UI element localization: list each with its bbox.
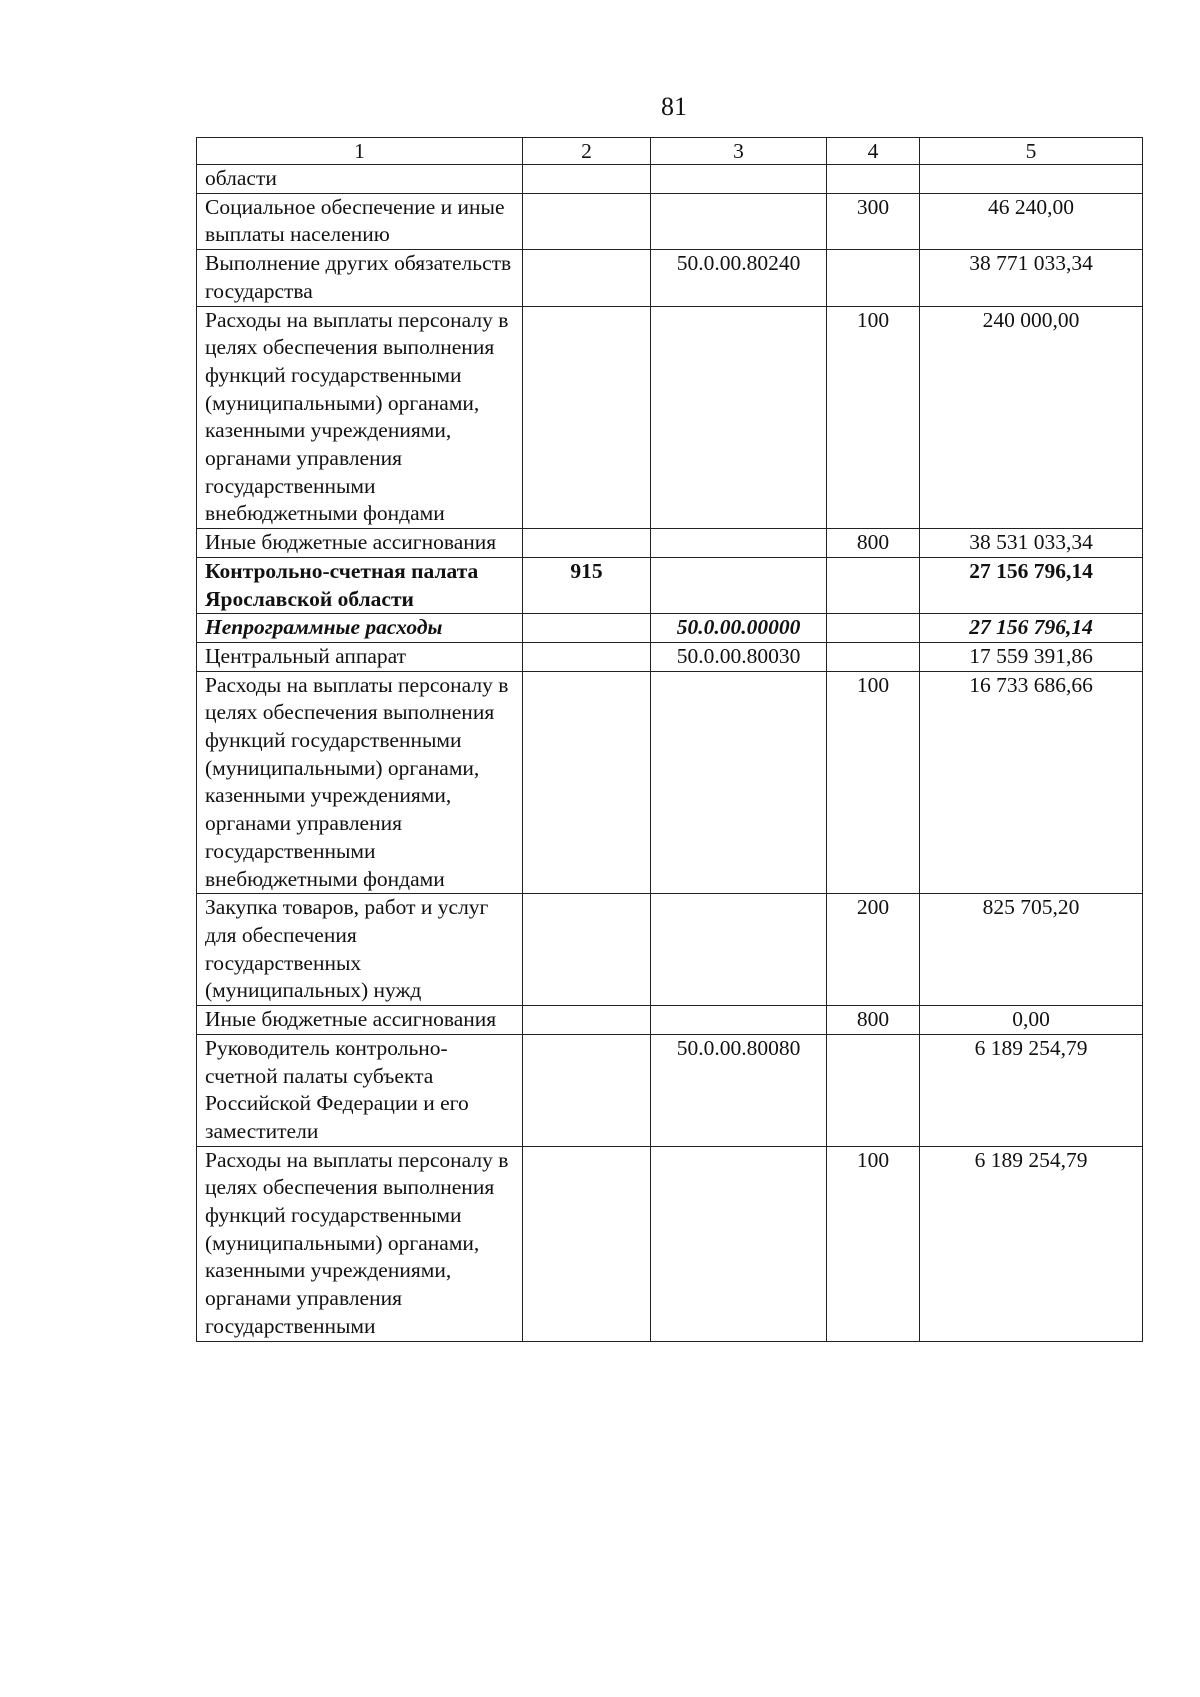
header-cell: 5 — [920, 138, 1143, 165]
table-row — [197, 1034, 1143, 1146]
table-row — [197, 529, 1143, 558]
row-amount-cell: 0,00 — [920, 1006, 1143, 1035]
row-target-code-cell — [651, 529, 827, 558]
row-target-code-cell — [651, 1006, 827, 1035]
row-expense-type-cell: 300 — [827, 193, 920, 249]
table-row — [197, 1006, 1143, 1035]
row-department-cell — [523, 671, 651, 894]
table-row — [197, 614, 1143, 643]
row-expense-type-cell — [827, 614, 920, 643]
row-target-code-cell — [651, 894, 827, 1006]
row-target-code-cell: 50.0.00.80080 — [651, 1034, 827, 1146]
row-amount-cell: 17 559 391,86 — [920, 642, 1143, 671]
row-amount-cell: 825 705,20 — [920, 894, 1143, 1006]
budget-table — [196, 137, 1143, 1342]
row-department-cell — [523, 1146, 651, 1341]
row-name-cell: Иные бюджетные ассигнования — [197, 529, 523, 558]
row-name-cell: области — [197, 165, 523, 194]
row-expense-type-cell: 100 — [827, 671, 920, 894]
row-amount-cell: 6 189 254,79 — [920, 1146, 1143, 1341]
row-name-cell: Закупка товаров, работ и услуг для обеспечения государственных (муниципальных) нужд — [197, 894, 523, 1006]
row-name-cell: Расходы на выплаты персоналу в целях обеспечения выполнения функций государственными (муниципальными) органами, казенными учреждениями, органами управления государственными внебюджетными фондами — [197, 671, 523, 894]
row-amount-cell: 6 189 254,79 — [920, 1034, 1143, 1146]
row-department-cell — [523, 614, 651, 643]
row-department-cell — [523, 193, 651, 249]
row-expense-type-cell: 800 — [827, 1006, 920, 1035]
row-amount-cell: 38 531 033,34 — [920, 529, 1143, 558]
row-name-cell: Расходы на выплаты персоналу в целях обеспечения выполнения функций государственными (муниципальными) органами, казенными учреждениями, органами управления государственными — [197, 1146, 523, 1341]
row-target-code-cell: 50.0.00.80030 — [651, 642, 827, 671]
table-row — [197, 557, 1143, 613]
row-expense-type-cell — [827, 642, 920, 671]
row-name-cell: Контрольно-счетная палата Ярославской области — [197, 557, 523, 613]
row-amount-cell: 27 156 796,14 — [920, 557, 1143, 613]
row-name-cell: Социальное обеспечение и иные выплаты населению — [197, 193, 523, 249]
row-target-code-cell — [651, 165, 827, 194]
row-department-cell — [523, 529, 651, 558]
row-department-cell: 915 — [523, 557, 651, 613]
row-expense-type-cell — [827, 1034, 920, 1146]
row-name-cell: Расходы на выплаты персоналу в целях обеспечения выполнения функций государственными (муниципальными) органами, казенными учреждениями, органами управления государственными внебюджетными фондами — [197, 306, 523, 529]
header-cell: 3 — [651, 138, 827, 165]
row-expense-type-cell: 100 — [827, 1146, 920, 1341]
page-number: 81 — [661, 92, 687, 121]
table-row — [197, 894, 1143, 1006]
row-expense-type-cell — [827, 165, 920, 194]
row-expense-type-cell: 100 — [827, 306, 920, 529]
row-amount-cell — [920, 165, 1143, 194]
header-cell: 1 — [197, 138, 523, 165]
row-department-cell — [523, 894, 651, 1006]
row-department-cell — [523, 165, 651, 194]
row-amount-cell: 27 156 796,14 — [920, 614, 1143, 643]
row-amount-cell: 46 240,00 — [920, 193, 1143, 249]
row-name-cell: Выполнение других обязательств государства — [197, 250, 523, 306]
row-department-cell — [523, 1006, 651, 1035]
row-amount-cell: 240 000,00 — [920, 306, 1143, 529]
row-target-code-cell — [651, 671, 827, 894]
table-row — [197, 642, 1143, 671]
row-department-cell — [523, 1034, 651, 1146]
row-expense-type-cell: 200 — [827, 894, 920, 1006]
row-department-cell — [523, 642, 651, 671]
row-expense-type-cell: 800 — [827, 529, 920, 558]
table-row — [197, 165, 1143, 194]
row-name-cell: Иные бюджетные ассигнования — [197, 1006, 523, 1035]
row-target-code-cell — [651, 193, 827, 249]
row-name-cell: Центральный аппарат — [197, 642, 523, 671]
header-cell: 4 — [827, 138, 920, 165]
row-department-cell — [523, 306, 651, 529]
row-target-code-cell: 50.0.00.00000 — [651, 614, 827, 643]
table-header-row — [197, 138, 1143, 165]
row-target-code-cell — [651, 306, 827, 529]
row-target-code-cell — [651, 557, 827, 613]
row-name-cell: Руководитель контрольно-счетной палаты субъекта Российской Федерации и его заместители — [197, 1034, 523, 1146]
header-cell: 2 — [523, 138, 651, 165]
row-target-code-cell: 50.0.00.80240 — [651, 250, 827, 306]
row-amount-cell: 16 733 686,66 — [920, 671, 1143, 894]
row-expense-type-cell — [827, 250, 920, 306]
table-row — [197, 1146, 1143, 1341]
table-row — [197, 250, 1143, 306]
row-department-cell — [523, 250, 651, 306]
table-row — [197, 193, 1143, 249]
row-name-cell: Непрограммные расходы — [197, 614, 523, 643]
table-row — [197, 671, 1143, 894]
row-target-code-cell — [651, 1146, 827, 1341]
row-amount-cell: 38 771 033,34 — [920, 250, 1143, 306]
table-row — [197, 306, 1143, 529]
row-expense-type-cell — [827, 557, 920, 613]
